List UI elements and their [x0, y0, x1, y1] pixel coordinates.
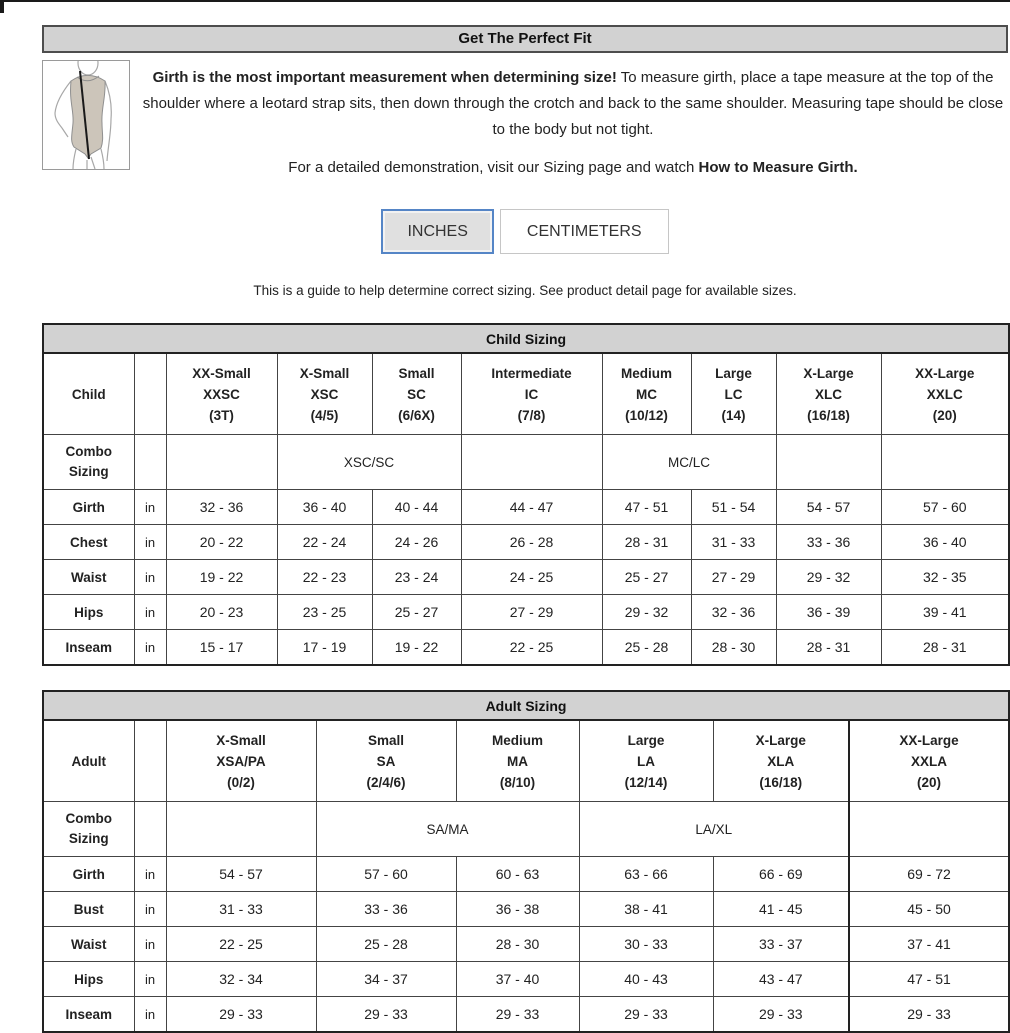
demo-note	[142, 159, 1004, 176]
size-column-header: XX-Large XXLC (20)	[881, 353, 1009, 435]
unit-header-cell	[134, 353, 166, 435]
size-value-cell: 32 - 36	[166, 490, 277, 525]
size-value-cell: 17 - 19	[277, 630, 372, 666]
size-value-cell: 22 - 25	[461, 630, 602, 666]
table-row-group-label: Adult	[43, 720, 134, 802]
size-value-cell: 33 - 36	[776, 525, 881, 560]
size-value-cell: 54 - 57	[776, 490, 881, 525]
size-column-header: X-Large XLC (16/18)	[776, 353, 881, 435]
size-value-cell: 31 - 33	[166, 892, 316, 927]
girth-intro-section	[42, 60, 1008, 176]
size-value-cell: 26 - 28	[461, 525, 602, 560]
size-value-cell: 57 - 60	[881, 490, 1009, 525]
size-value-cell: 29 - 33	[166, 997, 316, 1033]
measurement-label: Inseam	[43, 997, 134, 1033]
combo-sizing-cell: LA/XL	[579, 802, 849, 857]
size-value-cell: 29 - 32	[776, 560, 881, 595]
table-row	[43, 997, 1009, 1033]
unit-toggle	[42, 209, 1008, 254]
size-column-header: X-Large XLA (16/18)	[713, 720, 849, 802]
leotard-figure-icon	[43, 61, 129, 169]
page-title: Get The Perfect Fit	[42, 25, 1008, 53]
child-sizing-table	[42, 323, 1010, 666]
table-row	[43, 962, 1009, 997]
size-column-header: X-Small XSA/PA (0/2)	[166, 720, 316, 802]
size-value-cell: 20 - 22	[166, 525, 277, 560]
combo-sizing-cell: SA/MA	[316, 802, 579, 857]
combo-sizing-label: Combo Sizing	[43, 802, 134, 857]
size-value-cell: 47 - 51	[849, 962, 1009, 997]
unit-cell: in	[134, 630, 166, 666]
size-value-cell: 23 - 25	[277, 595, 372, 630]
unit-header-cell	[134, 720, 166, 802]
size-value-cell: 25 - 27	[602, 560, 691, 595]
size-value-cell: 34 - 37	[316, 962, 456, 997]
girth-instructions-body: To measure girth, place a tape measure at the top of the shoulder where a leotard strap sits, then down through the crotch and back to the same shoulder. Measuring tape should be close to the body but not tight.	[142, 69, 1004, 138]
size-value-cell: 28 - 31	[776, 630, 881, 666]
combo-sizing-cell	[166, 435, 277, 490]
size-value-cell: 24 - 25	[461, 560, 602, 595]
table-row	[43, 927, 1009, 962]
unit-cell: in	[134, 927, 166, 962]
measurement-label: Girth	[43, 490, 134, 525]
size-value-cell: 33 - 36	[316, 892, 456, 927]
sizing-guide-panel	[42, 25, 1008, 1033]
size-column-header: Intermediate IC (7/8)	[461, 353, 602, 435]
size-value-cell: 19 - 22	[166, 560, 277, 595]
table-row	[43, 560, 1009, 595]
size-value-cell: 23 - 24	[372, 560, 461, 595]
unit-cell: in	[134, 525, 166, 560]
size-column-header: XX-Small XXSC (3T)	[166, 353, 277, 435]
size-column-header: XX-Large XXLA (20)	[849, 720, 1009, 802]
table-caption: Adult Sizing	[43, 691, 1009, 720]
table-row	[43, 857, 1009, 892]
measurement-label: Chest	[43, 525, 134, 560]
unit-cell	[134, 802, 166, 857]
size-value-cell: 33 - 37	[713, 927, 849, 962]
size-value-cell: 28 - 31	[602, 525, 691, 560]
size-value-cell: 32 - 36	[691, 595, 776, 630]
combo-sizing-cell	[881, 435, 1009, 490]
size-value-cell: 29 - 33	[849, 997, 1009, 1033]
size-column-header: X-Small XSC (4/5)	[277, 353, 372, 435]
centimeters-button[interactable]: CENTIMETERS	[500, 209, 669, 254]
demo-note-text: For a detailed demonstration, visit our Sizing page and watch	[288, 159, 699, 176]
size-value-cell: 25 - 28	[602, 630, 691, 666]
size-value-cell: 27 - 29	[691, 560, 776, 595]
unit-cell	[134, 435, 166, 490]
size-value-cell: 51 - 54	[691, 490, 776, 525]
size-value-cell: 38 - 41	[579, 892, 713, 927]
size-value-cell: 25 - 27	[372, 595, 461, 630]
size-value-cell: 29 - 32	[602, 595, 691, 630]
size-value-cell: 69 - 72	[849, 857, 1009, 892]
size-value-cell: 28 - 30	[691, 630, 776, 666]
unit-cell: in	[134, 560, 166, 595]
size-value-cell: 37 - 41	[849, 927, 1009, 962]
size-value-cell: 31 - 33	[691, 525, 776, 560]
size-value-cell: 15 - 17	[166, 630, 277, 666]
size-value-cell: 29 - 33	[456, 997, 579, 1033]
size-value-cell: 32 - 34	[166, 962, 316, 997]
measurement-label: Girth	[43, 857, 134, 892]
table-row	[43, 630, 1009, 666]
unit-cell: in	[134, 962, 166, 997]
size-value-cell: 30 - 33	[579, 927, 713, 962]
size-value-cell: 19 - 22	[372, 630, 461, 666]
table-row	[43, 595, 1009, 630]
combo-sizing-cell	[166, 802, 316, 857]
combo-sizing-cell: XSC/SC	[277, 435, 461, 490]
sizing-guide-note: This is a guide to help determine correct sizing. See product detail page for available sizes.	[253, 283, 797, 298]
unit-cell: in	[134, 595, 166, 630]
size-value-cell: 36 - 39	[776, 595, 881, 630]
unit-cell: in	[134, 857, 166, 892]
table-row-group-label: Child	[43, 353, 134, 435]
combo-sizing-cell: MC/LC	[602, 435, 776, 490]
measurement-label: Bust	[43, 892, 134, 927]
size-value-cell: 66 - 69	[713, 857, 849, 892]
size-value-cell: 43 - 47	[713, 962, 849, 997]
size-value-cell: 40 - 44	[372, 490, 461, 525]
size-value-cell: 32 - 35	[881, 560, 1009, 595]
size-column-header: Large LA (12/14)	[579, 720, 713, 802]
size-value-cell: 41 - 45	[713, 892, 849, 927]
combo-sizing-cell	[461, 435, 602, 490]
girth-instructions-lead: Girth is the most important measurement when determining size!	[152, 69, 617, 86]
measurement-label: Hips	[43, 962, 134, 997]
demo-note-bold: How to Measure Girth.	[698, 159, 858, 176]
measurement-label: Waist	[43, 927, 134, 962]
size-value-cell: 22 - 24	[277, 525, 372, 560]
table-row	[43, 892, 1009, 927]
size-value-cell: 29 - 33	[579, 997, 713, 1033]
size-value-cell: 29 - 33	[316, 997, 456, 1033]
size-value-cell: 40 - 43	[579, 962, 713, 997]
measurement-label: Waist	[43, 560, 134, 595]
size-value-cell: 36 - 38	[456, 892, 579, 927]
size-value-cell: 25 - 28	[316, 927, 456, 962]
leotard-girth-illustration	[42, 60, 130, 170]
size-value-cell: 57 - 60	[316, 857, 456, 892]
adult-sizing-table	[42, 690, 1010, 1033]
size-value-cell: 60 - 63	[456, 857, 579, 892]
unit-cell: in	[134, 490, 166, 525]
size-value-cell: 29 - 33	[713, 997, 849, 1033]
size-column-header: Small SA (2/4/6)	[316, 720, 456, 802]
unit-cell: in	[134, 997, 166, 1033]
size-column-header: Medium MC (10/12)	[602, 353, 691, 435]
size-value-cell: 24 - 26	[372, 525, 461, 560]
size-value-cell: 22 - 25	[166, 927, 316, 962]
combo-sizing-cell	[776, 435, 881, 490]
size-value-cell: 36 - 40	[881, 525, 1009, 560]
size-column-header: Large LC (14)	[691, 353, 776, 435]
size-value-cell: 39 - 41	[881, 595, 1009, 630]
unit-cell: in	[134, 892, 166, 927]
size-value-cell: 28 - 30	[456, 927, 579, 962]
measurement-label: Inseam	[43, 630, 134, 666]
size-value-cell: 20 - 23	[166, 595, 277, 630]
size-value-cell: 37 - 40	[456, 962, 579, 997]
girth-instructions-block	[130, 60, 1008, 176]
size-value-cell: 47 - 51	[602, 490, 691, 525]
size-value-cell: 45 - 50	[849, 892, 1009, 927]
size-value-cell: 22 - 23	[277, 560, 372, 595]
combo-sizing-label: Combo Sizing	[43, 435, 134, 490]
girth-instructions	[142, 65, 1004, 143]
size-value-cell: 28 - 31	[881, 630, 1009, 666]
size-value-cell: 54 - 57	[166, 857, 316, 892]
size-value-cell: 63 - 66	[579, 857, 713, 892]
combo-sizing-cell	[849, 802, 1009, 857]
screen-top-edge	[0, 0, 1010, 2]
table-row	[43, 490, 1009, 525]
table-caption: Child Sizing	[43, 324, 1009, 353]
size-column-header: Small SC (6/6X)	[372, 353, 461, 435]
size-column-header: Medium MA (8/10)	[456, 720, 579, 802]
size-value-cell: 36 - 40	[277, 490, 372, 525]
table-row	[43, 525, 1009, 560]
inches-button[interactable]: INCHES	[381, 209, 493, 254]
size-value-cell: 44 - 47	[461, 490, 602, 525]
screen-corner-notch	[0, 0, 4, 13]
measurement-label: Hips	[43, 595, 134, 630]
size-value-cell: 27 - 29	[461, 595, 602, 630]
